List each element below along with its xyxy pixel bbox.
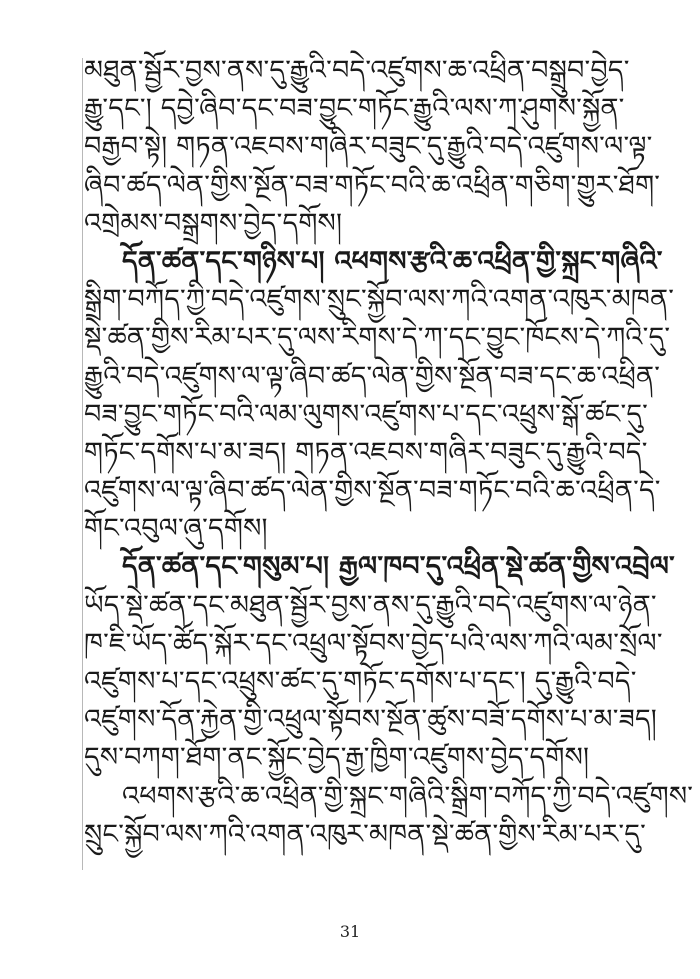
text-line: སྒྲིག་བཀོད་ཀྱི་བདེ་འཛུགས་སྲུང་སྐྱོབ་ལས་ཀའི་འགན་འཁུར་མཁན་	[84, 284, 675, 316]
left-margin-guide	[82, 58, 83, 870]
text-line: སྲུང་སྐྱོབ་ལས་ཀའི་འགན་འཁུར་མཁན་སྡེ་ཚན་གྱིས་རིམ་པར་དུ་	[84, 818, 646, 850]
text-line: མཐུན་སྦྱོར་བྱས་ནས་དུ་རྒྱུའི་བདེ་འཛུགས་ཆ་འཕྲིན་བསྒྲུབ་བྱེད་	[84, 55, 630, 86]
text-line: གོང་འབུལ་ཞུ་དགོས།	[84, 513, 268, 545]
text-line: འཛུགས་ལ་ལྟ་ཞིབ་ཚད་ལེན་གྱིས་སྔོན་བཟ་གཏོང་བའི་ཆ་འཕྲིན་དེ་	[84, 475, 661, 507]
text-line: ཡོད་སྡེ་ཚན་དང་མཐུན་སྦྱོར་བྱས་ནས་དུ་རྒྱུའི་བདེ་འཛུགས་ལ་ཉེན་	[84, 589, 657, 621]
article-3-heading-line: དོན་ཚན་དང་གསུམ་པ། རྒྱལ་ཁབ་དུ་འཕྲིན་སྡེ་ཚན་གྱིས་འབྲེལ་	[122, 551, 675, 583]
text-line: དུས་བཀག་ཐོག་ནང་སྐྱོང་བྱེད་རྒྱ་ཁྱིག་འཛུགས་བྱེད་དགོས།	[84, 742, 590, 774]
text-line: རྒྱུའི་བདེ་འཛུགས་ལ་ལྟ་ཞིབ་ཚད་ལེན་གྱིས་སྔོན་བཟ་དང་ཆ་འཕྲིན་	[84, 360, 661, 392]
text-line: བཟ་བྱུང་གཏོང་བའི་ལམ་ལུགས་འཛུགས་པ་དང་འཕྲུས་སྒོ་ཚང་དུ་	[84, 398, 649, 430]
text-line: བརྒྱབ་སྟེ། གཏན་འཇབས་གཞིར་བཟུང་དུ་རྒྱུའི་བདེ་འཛུགས་ལ་ལྟ་	[84, 131, 653, 163]
text-line: གཏོང་དགོས་པ་མ་ཟད། གཏན་འཇབས་གཞིར་བཟུང་དུ་རྒྱུའི་བདེ་	[84, 436, 648, 468]
text-line: རྒྱུ་དང་། དབྱེ་ཞིབ་དང་བཟ་བྱུང་གཏོང་རྒྱུའི་ལས་ཀ་ཤུགས་སྐྱོན་	[84, 93, 625, 125]
text-line: ཞིབ་ཚད་ལེན་གྱིས་སྔོན་བཟ་གཏོང་བའི་ཆ་འཕྲིན་གཅིག་གྱུར་ཐོག་	[84, 169, 661, 201]
text-line: འཛུགས་པ་དང་འཕྲུས་ཚང་དུ་གཏོང་དགོས་པ་དང་། དུ་རྒྱུའི་བདེ་	[84, 666, 637, 697]
page-number: 31	[339, 922, 361, 941]
text-line: ཁ་ཇི་ཡོད་ཚོད་སྐོར་དང་འཕྲུལ་སྟོབས་བྱེད་པའི་ལས་ཀའི་ལམ་སྲོལ་	[84, 627, 663, 659]
text-line: འཕགས་རྩའི་ཆ་འཕྲིན་གྱི་སྐྲང་གཞིའི་སྒྲིག་བཀོད་ཀྱི་བདེ་འཛུགས་	[122, 780, 694, 812]
text-line: འཛུགས་དོན་རྐྱེན་གྱི་འཕྲུལ་སྟོབས་སྔོན་ཚུས་བཟོ་དགོས་པ་མ་ཟད།	[84, 704, 657, 736]
article-2-heading-line: དོན་ཚན་དང་གཉིས་པ། འཕགས་རྩའི་ཆ་འཕྲིན་གྱི་སྐྲང་གཞིའི་	[122, 245, 663, 277]
body-text	[84, 52, 694, 854]
text-line: འགྲེམས་བསྒྲགས་བྱེད་དགོས།	[84, 207, 343, 239]
text-line: སྡེ་ཚན་གྱིས་རིམ་པར་དུ་ལས་རིགས་དེ་ཀ་དང་བྱུང་ཁོངས་དེ་ཀའི་དུ་	[84, 322, 671, 354]
